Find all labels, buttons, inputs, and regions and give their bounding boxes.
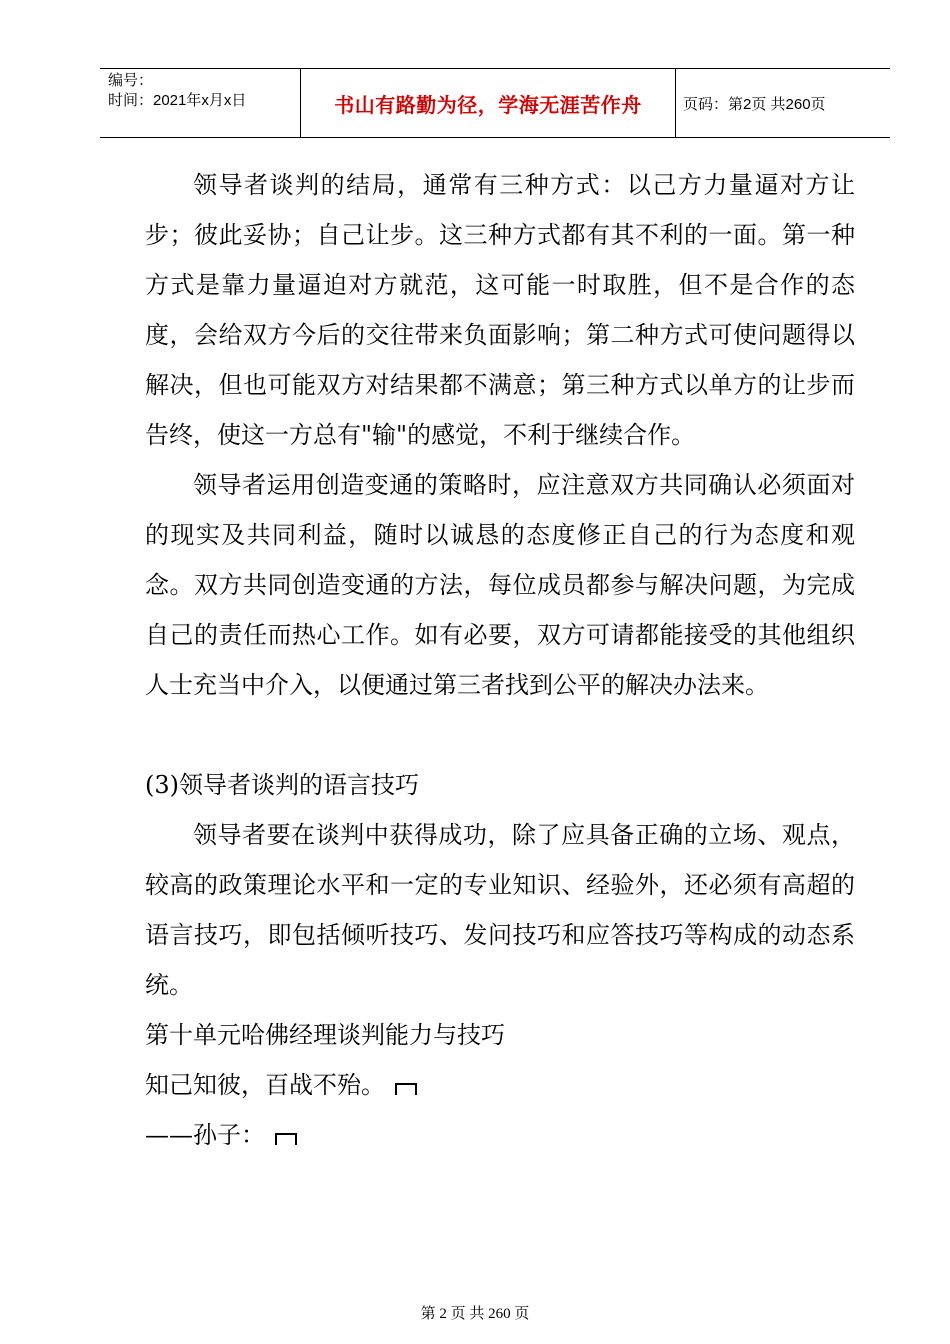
attribution-line — [145, 1110, 855, 1160]
quote-line — [145, 1060, 855, 1110]
page-header — [100, 68, 890, 138]
attribution-text: ——孙子： — [145, 1121, 265, 1149]
paragraph-spacer — [145, 710, 855, 760]
document-code-label: 编号： — [108, 72, 154, 89]
document-body — [145, 160, 855, 1160]
paragraph: 领导者要在谈判中获得成功，除了应具备正确的立场、观点，较高的政策理论水平和一定的专业知识、经验外，还必须有高超的语言技巧，即包括倾听技巧、发问技巧和应答技巧等构成的动态系统。 — [145, 821, 855, 999]
paragraph: 领导者谈判的结局，通常有三种方式：以己方力量逼对方让步；彼此妥协；自己让步。这三种方式都有其不利的一面。第一种方式是靠力量逼迫对方就范，这可能一时取胜，但不是合作的态度，会给双方今后的交往带来负面影响；第二种方式可使问题得以解决，但也可能双方对结果都不满意；第三种方式以单方的让步而告终，使这一方总有"输"的感觉，不利于继续合作。 — [145, 171, 855, 449]
page-footer: 第 2 页 共 260 页 — [420, 1306, 530, 1322]
paragraph: 领导者运用创造变通的策略时，应注意双方共同确认必须面对的现实及共同利益，随时以诚恳的态度修正自己的行为态度和观念。双方共同创造变通的方法，每位成员都参与解决问题，为完成自己的责任而热心工作。如有必要，双方可请都能接受的其他组织人士充当中介入，以便通过第三者找到公平的解决办法来。 — [145, 471, 855, 699]
unit-title: 第十单元哈佛经理谈判能力与技巧 — [145, 1021, 505, 1049]
document-time-label: 时间：2021年x月x日 — [108, 92, 247, 109]
header-page-info: 页码：第2页 共260页 — [683, 95, 826, 113]
section-heading: (3)领导者谈判的语言技巧 — [145, 771, 419, 799]
header-motto: 书山有路勤为径，学海无涯苦作舟 — [334, 92, 642, 117]
bracket-mark-icon — [275, 1133, 297, 1145]
header-meta — [108, 71, 298, 111]
bracket-mark-icon — [395, 1083, 417, 1095]
quote-text: 知己知彼，百战不殆。 — [145, 1071, 385, 1099]
header-divider — [675, 69, 676, 137]
